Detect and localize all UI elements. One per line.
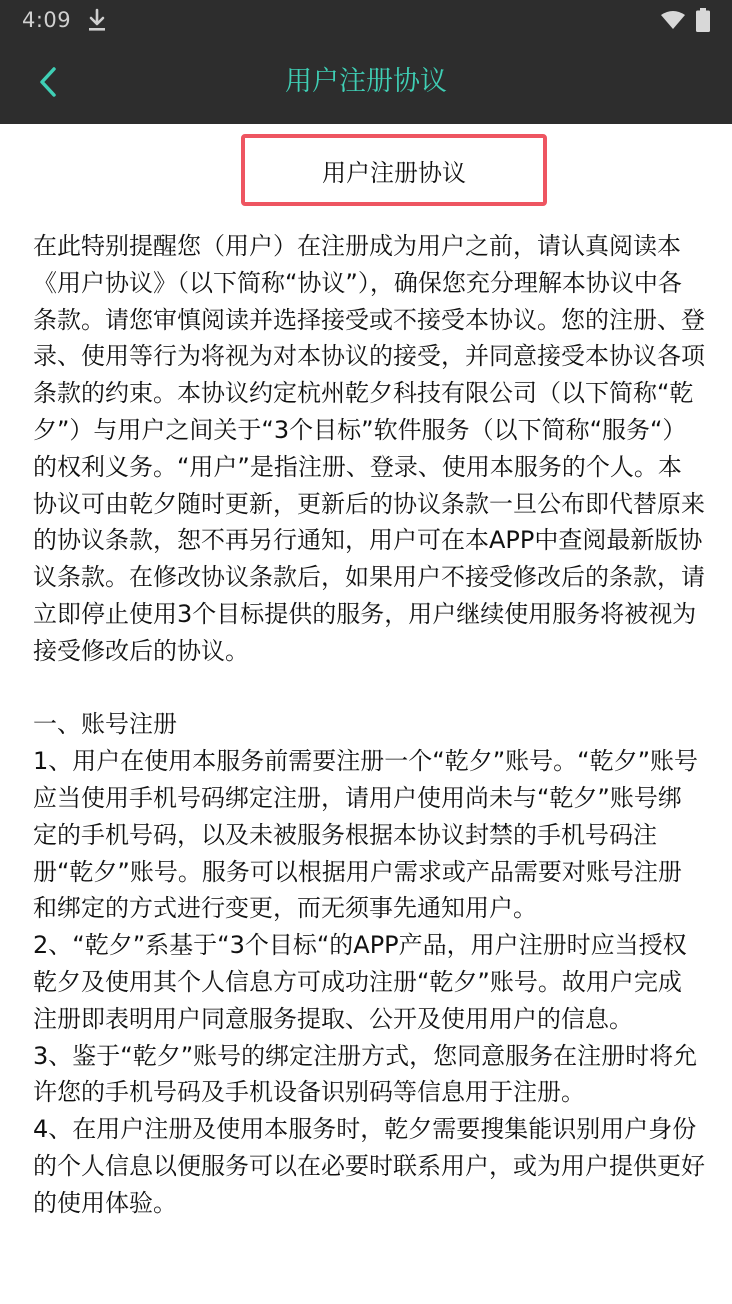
document-title-box [241, 134, 547, 206]
document-body [33, 228, 705, 1222]
back-button[interactable] [24, 58, 72, 106]
intro-paragraph: 在此特别提醒您（用户）在注册成为用户之前，请认真阅读本《用户协议》（以下简称“协议”），确保您充分理解本协议中各条款。请您审慎阅读并选择接受或不接受本协议。您的注册、登录、使用等行为将视为对本协议的接受，并同意接受本协议各项条款的约束。本协议约定杭州乾夕科技有限公司（以下简称“乾夕”）与用户之间关于“3个目标”软件服务（以下简称“服务“）的权利义务。“用户”是指注册、登录、使用本服务的个人。本协议可由乾夕随时更新，更新后的协议条款一旦公布即代替原来的协议条款，恕不再另行通知，用户可在本APP中查阅最新版协议条款。在修改协议条款后，如果用户不接受修改后的条款，请立即停止使用3个目标提供的服务，用户继续使用服务将被视为接受修改后的协议。 [33, 232, 705, 665]
clause-2: 2、“乾夕”系基于“3个目标“的APP产品，用户注册时应当授权乾夕及使用其个人信息方可成功注册“乾夕”账号。故用户完成注册即表明用户同意服务提取、公开及使用用户的信息。 [33, 931, 687, 1033]
clause-3: 3、鉴于“乾夕”账号的绑定注册方式，您同意服务在注册时将允许您的手机号码及手机设备识别码等信息用于注册。 [33, 1041, 698, 1107]
chevron-left-icon [36, 66, 60, 98]
wifi-icon [660, 10, 686, 30]
battery-icon [696, 8, 710, 32]
app-title: 用户注册协议 [285, 66, 447, 97]
document-title: 用户注册协议 [322, 158, 466, 187]
app-bar [0, 40, 732, 124]
download-icon [86, 8, 108, 32]
section-heading: 一、账号注册 [33, 710, 177, 739]
paragraph-spacer [33, 670, 705, 707]
clause-1: 1、用户在使用本服务前需要注册一个“乾夕”账号。“乾夕”账号应当使用手机号码绑定注册，请用户使用尚未与“乾夕”账号绑定的手机号码，以及未被服务根据本协议封禁的手机号码注册“乾夕”账号。服务可以根据用户需求或产品需要对账号注册和绑定的方式进行变更，而无须事先通知用户。 [33, 747, 699, 923]
clause-4: 4、在用户注册及使用本服务时，乾夕需要搜集能识别用户身份的个人信息以便服务可以在必要时联系用户，或为用户提供更好的使用体验。 [33, 1115, 705, 1217]
status-time: 4:09 [22, 8, 72, 32]
status-bar [0, 0, 732, 40]
agreement-content[interactable] [0, 124, 732, 1304]
